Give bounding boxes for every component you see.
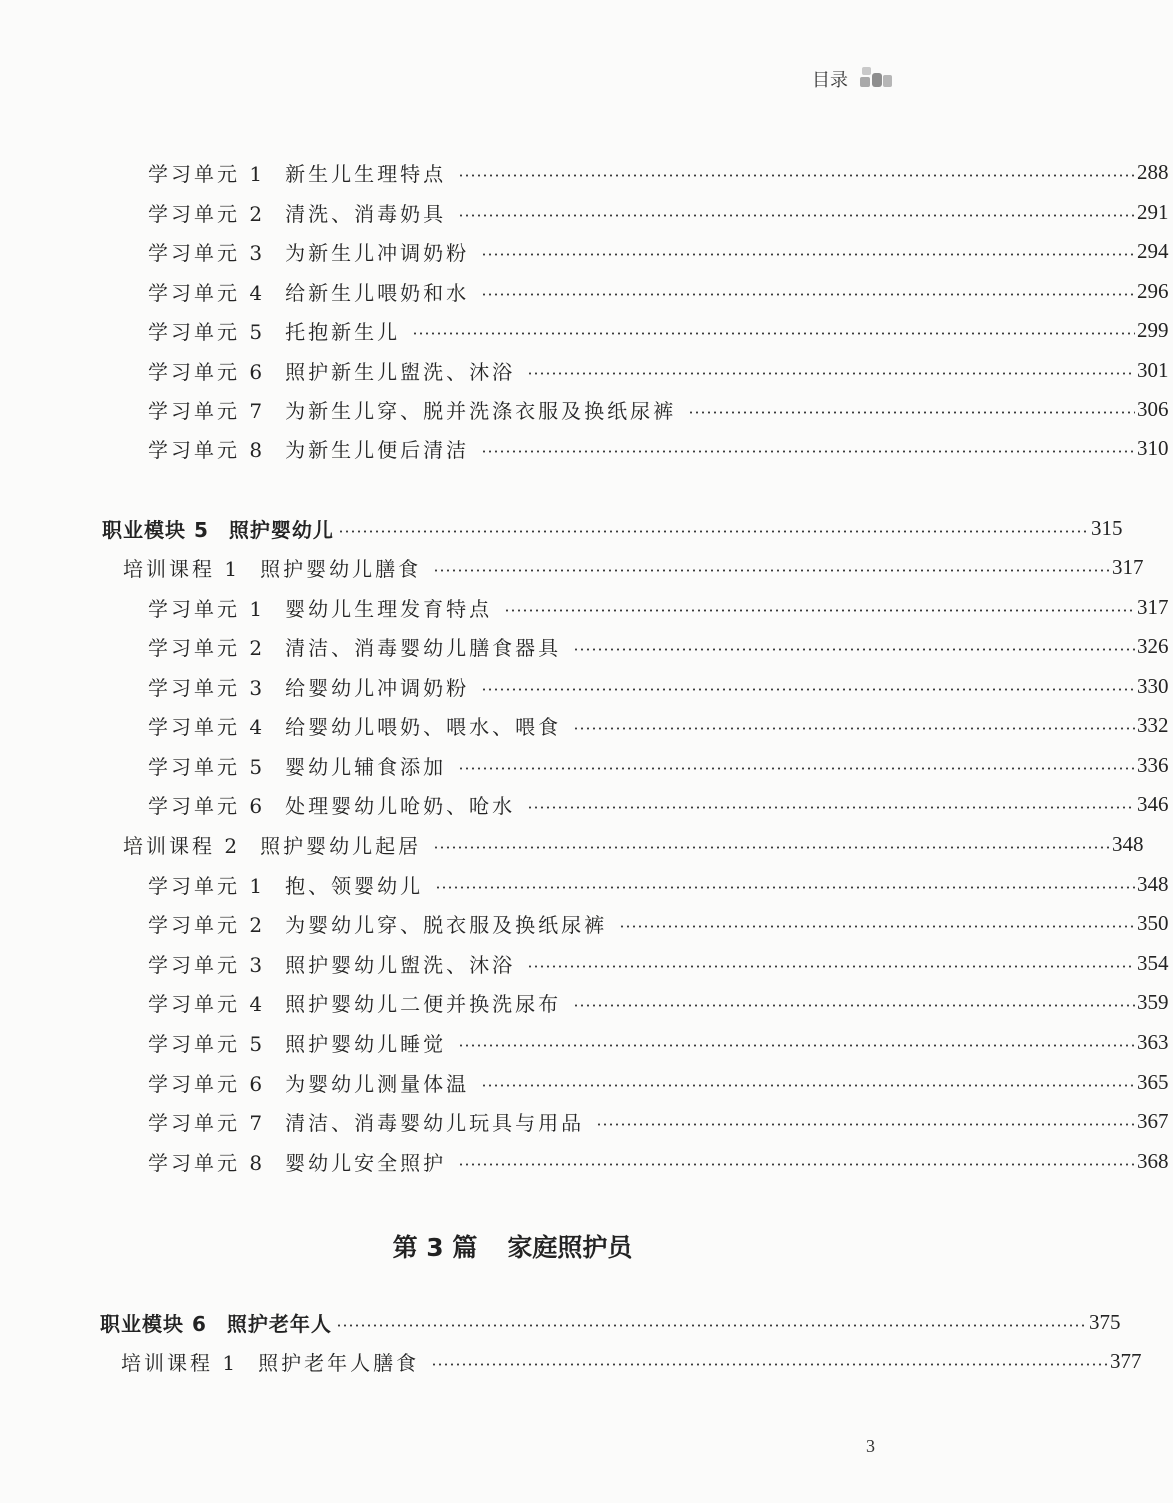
course-title: 照护老年人膳食 — [258, 1350, 420, 1375]
module-title: 照护老年人 — [226, 1311, 332, 1336]
toc-entry[interactable] — [0, 350, 1173, 390]
entry-page: 359 — [1137, 989, 1169, 1014]
entry-prefix: 学习单元 1 — [148, 596, 266, 621]
entry-page: 317 — [1137, 594, 1169, 619]
dot-leader — [431, 1363, 1108, 1366]
entry-page: 326 — [1137, 633, 1169, 658]
entry-prefix: 学习单元 4 — [148, 714, 266, 739]
entry-page: 348 — [1137, 871, 1169, 896]
dot-leader — [412, 332, 1135, 335]
entry-prefix: 学习单元 4 — [148, 991, 266, 1016]
dot-leader — [596, 1123, 1135, 1126]
entry-title: 清洁、消毒婴幼儿玩具与用品 — [285, 1110, 585, 1135]
entry-page: 368 — [1137, 1148, 1169, 1173]
entry-title: 照护新生儿盥洗、沐浴 — [285, 359, 516, 384]
entry-page: 346 — [1137, 791, 1169, 816]
entry-prefix: 学习单元 1 — [148, 873, 266, 898]
toc-entry[interactable] — [0, 982, 1173, 1022]
dot-leader — [458, 174, 1135, 177]
entry-title: 为婴幼儿测量体温 — [285, 1071, 470, 1096]
toc-entry[interactable] — [0, 231, 1173, 271]
dot-leader — [433, 846, 1110, 849]
toc-entry[interactable] — [0, 943, 1173, 983]
toc-entry[interactable] — [0, 428, 1173, 468]
dot-leader — [527, 372, 1135, 375]
dot-leader — [481, 688, 1135, 691]
entry-prefix: 学习单元 3 — [148, 675, 266, 700]
dot-leader — [619, 925, 1135, 928]
toc-entry[interactable] — [0, 666, 1173, 706]
toc-entry[interactable] — [0, 903, 1173, 943]
entry-prefix: 学习单元 6 — [148, 359, 266, 384]
dot-leader — [573, 648, 1135, 651]
course-page: 317 — [1112, 554, 1144, 579]
module-title: 照护婴幼儿 — [228, 517, 334, 542]
entry-prefix: 学习单元 5 — [148, 754, 266, 779]
entry-page: 291 — [1137, 199, 1169, 224]
entry-page: 306 — [1137, 396, 1169, 421]
entry-prefix: 学习单元 6 — [148, 1071, 266, 1096]
toc-entry[interactable] — [0, 192, 1173, 232]
page-number: 3 — [866, 1436, 875, 1456]
dot-leader — [338, 530, 1089, 533]
header-title: 目录 — [812, 70, 848, 91]
dot-leader — [688, 411, 1135, 414]
toc-entry[interactable] — [0, 152, 1173, 192]
entry-page: 296 — [1137, 278, 1169, 303]
dot-leader — [481, 253, 1135, 256]
toc-entry[interactable] — [0, 310, 1173, 350]
entry-title: 给婴幼儿冲调奶粉 — [285, 675, 470, 700]
course-prefix: 培训课程 2 — [123, 833, 241, 858]
entry-title: 托抱新生儿 — [285, 319, 401, 344]
entry-page: 365 — [1137, 1069, 1169, 1094]
toc-course[interactable] — [0, 824, 1148, 864]
dot-leader — [458, 767, 1135, 770]
dot-leader — [435, 886, 1135, 889]
course-page: 377 — [1110, 1348, 1142, 1373]
dot-leader — [336, 1324, 1087, 1327]
entry-title: 给新生儿喂奶和水 — [285, 280, 470, 305]
entry-page: 332 — [1137, 712, 1169, 737]
entry-prefix: 学习单元 8 — [148, 1150, 266, 1175]
entry-title: 给婴幼儿喂奶、喂水、喂食 — [285, 714, 562, 739]
toc-course[interactable] — [0, 1341, 1146, 1381]
toc-entry[interactable] — [0, 271, 1173, 311]
entry-prefix: 学习单元 3 — [148, 240, 266, 265]
entry-prefix: 学习单元 2 — [148, 635, 266, 660]
entry-page: 350 — [1137, 910, 1169, 935]
entry-title: 为新生儿便后清洁 — [285, 437, 470, 462]
toc-module[interactable] — [0, 1302, 1125, 1342]
entry-prefix: 学习单元 1 — [148, 161, 266, 186]
corner-blocks-icon — [858, 66, 894, 90]
dot-leader — [573, 727, 1135, 730]
entry-page: 363 — [1137, 1029, 1169, 1054]
entry-prefix: 学习单元 7 — [148, 1110, 266, 1135]
entry-prefix: 学习单元 2 — [148, 201, 266, 226]
entry-title: 清洗、消毒奶具 — [285, 201, 447, 226]
entry-title: 抱、领婴幼儿 — [285, 873, 424, 898]
course-title: 照护婴幼儿膳食 — [260, 556, 422, 581]
entry-title: 为新生儿穿、脱并洗涤衣服及换纸尿裤 — [285, 398, 677, 423]
entry-title: 处理婴幼儿呛奶、呛水 — [285, 793, 516, 818]
module-page: 375 — [1089, 1309, 1121, 1334]
entry-page: 354 — [1137, 950, 1169, 975]
entry-prefix: 学习单元 6 — [148, 793, 266, 818]
dot-leader — [458, 1044, 1135, 1047]
entry-title: 婴幼儿生理发育特点 — [285, 596, 493, 621]
dot-leader — [573, 1004, 1135, 1007]
dot-leader — [481, 1084, 1135, 1087]
entry-title: 新生儿生理特点 — [285, 161, 447, 186]
toc-course[interactable] — [0, 547, 1148, 587]
entry-title: 照护婴幼儿二便并换洗尿布 — [285, 991, 562, 1016]
part-heading[interactable] — [0, 1228, 1025, 1264]
entry-prefix: 学习单元 3 — [148, 952, 266, 977]
entry-page: 294 — [1137, 238, 1169, 263]
toc-entry[interactable] — [0, 626, 1173, 666]
dot-leader — [527, 806, 1135, 809]
course-prefix: 培训课程 1 — [123, 556, 241, 581]
entry-prefix: 学习单元 5 — [148, 319, 266, 344]
module-prefix: 职业模块 5 — [102, 517, 209, 542]
dot-leader — [527, 965, 1135, 968]
entry-page: 310 — [1137, 435, 1169, 460]
course-prefix: 培训课程 1 — [121, 1350, 239, 1375]
entry-title: 清洁、消毒婴幼儿膳食器具 — [285, 635, 562, 660]
entry-title: 婴幼儿安全照护 — [285, 1150, 447, 1175]
dot-leader — [458, 1163, 1135, 1166]
entry-prefix: 学习单元 8 — [148, 437, 266, 462]
toc-entry[interactable] — [0, 587, 1173, 627]
course-page: 348 — [1112, 831, 1144, 856]
entry-prefix: 学习单元 4 — [148, 280, 266, 305]
toc-entry[interactable] — [0, 1062, 1173, 1102]
toc-entry[interactable] — [0, 1101, 1173, 1141]
entry-prefix: 学习单元 2 — [148, 912, 266, 937]
entry-title: 为婴幼儿穿、脱衣服及换纸尿裤 — [285, 912, 608, 937]
module-prefix: 职业模块 6 — [100, 1311, 207, 1336]
course-title: 照护婴幼儿起居 — [260, 833, 422, 858]
toc-module[interactable] — [0, 508, 1127, 548]
dot-leader — [481, 293, 1135, 296]
entry-page: 299 — [1137, 317, 1169, 342]
toc-entry[interactable] — [0, 705, 1173, 745]
entry-page: 330 — [1137, 673, 1169, 698]
dot-leader — [504, 609, 1135, 612]
entry-title: 为新生儿冲调奶粉 — [285, 240, 470, 265]
entry-prefix: 学习单元 5 — [148, 1031, 266, 1056]
part-title: 家庭照护员 — [507, 1233, 633, 1262]
toc-entry[interactable] — [0, 745, 1173, 785]
entry-page: 288 — [1137, 159, 1169, 184]
entry-page: 367 — [1137, 1108, 1169, 1133]
module-page: 315 — [1091, 515, 1123, 540]
dot-leader — [458, 214, 1135, 217]
toc-entry[interactable] — [0, 864, 1173, 904]
dot-leader — [433, 569, 1110, 572]
toc-entry[interactable] — [0, 784, 1173, 824]
entry-prefix: 学习单元 7 — [148, 398, 266, 423]
toc-entry[interactable] — [0, 1022, 1173, 1062]
entry-title: 照护婴幼儿睡觉 — [285, 1031, 447, 1056]
entry-title: 婴幼儿辅食添加 — [285, 754, 447, 779]
toc-entry[interactable] — [0, 389, 1173, 429]
dot-leader — [481, 450, 1135, 453]
toc-entry[interactable] — [0, 1141, 1173, 1181]
entry-title: 照护婴幼儿盥洗、沐浴 — [285, 952, 516, 977]
entry-page: 336 — [1137, 752, 1169, 777]
entry-page: 301 — [1137, 357, 1169, 382]
part-number: 第 3 篇 — [392, 1233, 478, 1262]
